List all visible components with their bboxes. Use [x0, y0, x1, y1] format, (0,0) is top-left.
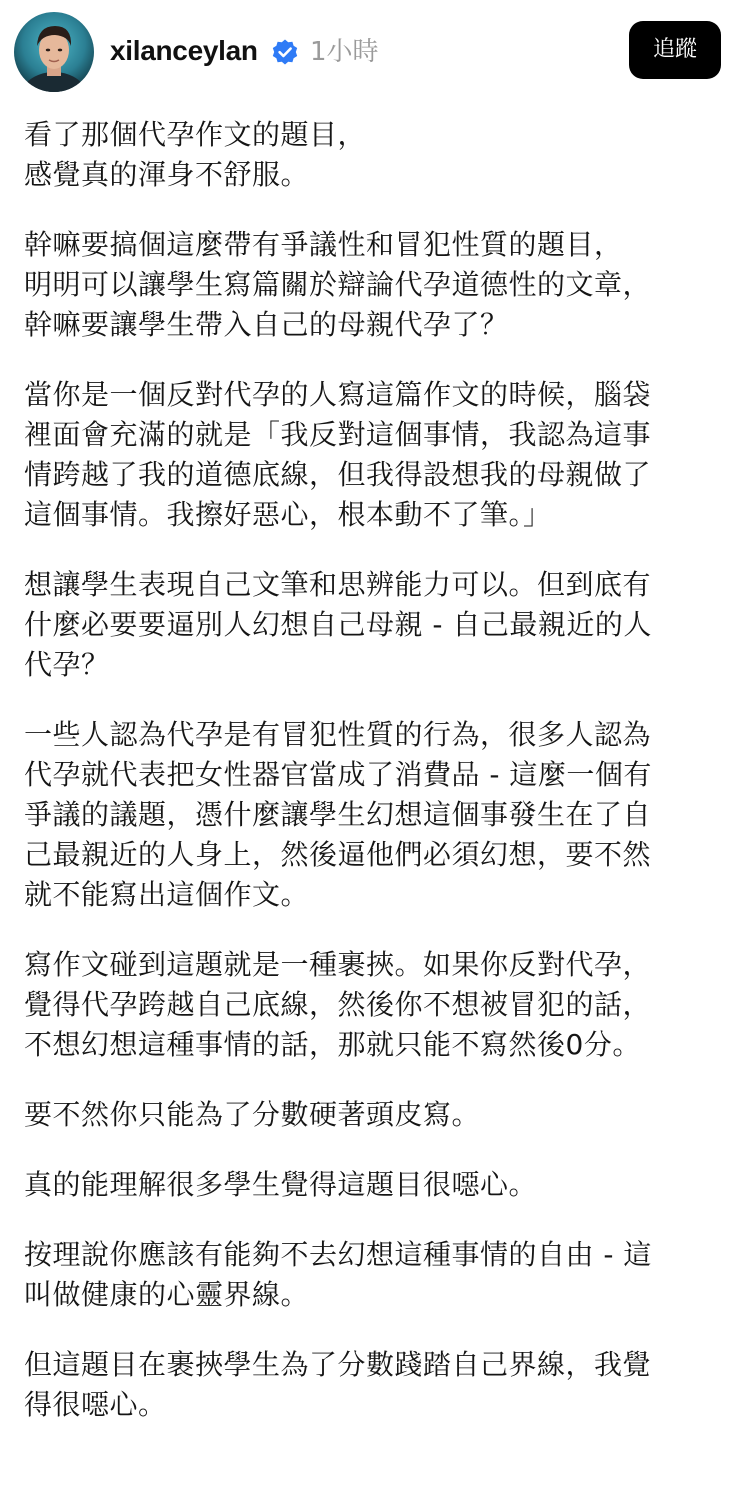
post-paragraph: [24, 375, 729, 535]
text-line: 看了那個代孕作文的題目，: [24, 118, 367, 151]
text-line: 裡面會充滿的就是「我反對這個事情，我認為這事: [24, 418, 652, 451]
text-line: 代孕就代表把女性器官當成了消費品 - 這麼一個有: [24, 758, 652, 791]
post-paragraph: [24, 115, 729, 195]
post-body: [24, 115, 729, 1455]
text-line: 當你是一個反對代孕的人寫這篇作文的時候，腦袋: [24, 378, 652, 411]
avatar[interactable]: [14, 12, 94, 92]
text-line: 覺得代孕跨越自己底線，然後你不想被冒犯的話，: [24, 988, 652, 1021]
text-line: 按理說你應該有能夠不去幻想這種事情的自由 - 這: [24, 1238, 652, 1271]
text-line: 情跨越了我的道德底線，但我得設想我的母親做了: [24, 458, 652, 491]
post-paragraph: [24, 1095, 729, 1135]
text-line: 真的能理解很多學生覺得這題目很噁心。: [24, 1168, 538, 1201]
text-line: 得很噁心。: [24, 1388, 167, 1421]
text-line: 但這題目在裹挾學生為了分數踐踏自己界線，我覺: [24, 1348, 652, 1381]
follow-button[interactable]: 追蹤: [629, 21, 721, 79]
text-line: 爭議的議題，憑什麼讓學生幻想這個事發生在了自: [24, 798, 652, 831]
text-line: 明明可以讓學生寫篇關於辯論代孕道德性的文章，: [24, 268, 652, 301]
verified-badge-icon: [271, 38, 299, 66]
text-line: 什麼必要要逼別人幻想自己母親 - 自己最親近的人: [24, 608, 652, 641]
text-line: 不想幻想這種事情的話，那就只能不寫然後0分。: [24, 1028, 641, 1061]
text-line: 寫作文碰到這題就是一種裹挾。如果你反對代孕，: [24, 948, 652, 981]
post-timestamp: 1小時: [310, 37, 379, 67]
text-line: 代孕？: [24, 648, 110, 681]
post-paragraph: [24, 1235, 729, 1315]
post-paragraph: [24, 1345, 729, 1425]
text-line: 幹嘛要讓學生帶入自己的母親代孕了？: [24, 308, 509, 341]
text-line: 想讓學生表現自己文筆和思辨能力可以。但到底有: [24, 568, 652, 601]
text-line: 要不然你只能為了分數硬著頭皮寫。: [24, 1098, 481, 1131]
post-paragraph: [24, 715, 729, 915]
text-line: 己最親近的人身上，然後逼他們必須幻想，要不然: [24, 838, 652, 871]
text-line: 一些人認為代孕是有冒犯性質的行為，很多人認為: [24, 718, 652, 751]
post-paragraph: [24, 945, 729, 1065]
text-line: 叫做健康的心靈界線。: [24, 1278, 310, 1311]
text-line: 就不能寫出這個作文。: [24, 878, 310, 911]
username[interactable]: xilanceylan: [110, 35, 258, 66]
post-paragraph: [24, 225, 729, 345]
text-line: 這個事情。我擦好惡心，根本動不了筆。」: [24, 498, 552, 531]
post-header: [0, 0, 750, 100]
post-paragraph: [24, 1165, 729, 1205]
post-paragraph: [24, 565, 729, 685]
text-line: 幹嘛要搞個這麼帶有爭議性和冒犯性質的題目，: [24, 228, 623, 261]
text-line: 感覺真的渾身不舒服。: [24, 158, 310, 191]
